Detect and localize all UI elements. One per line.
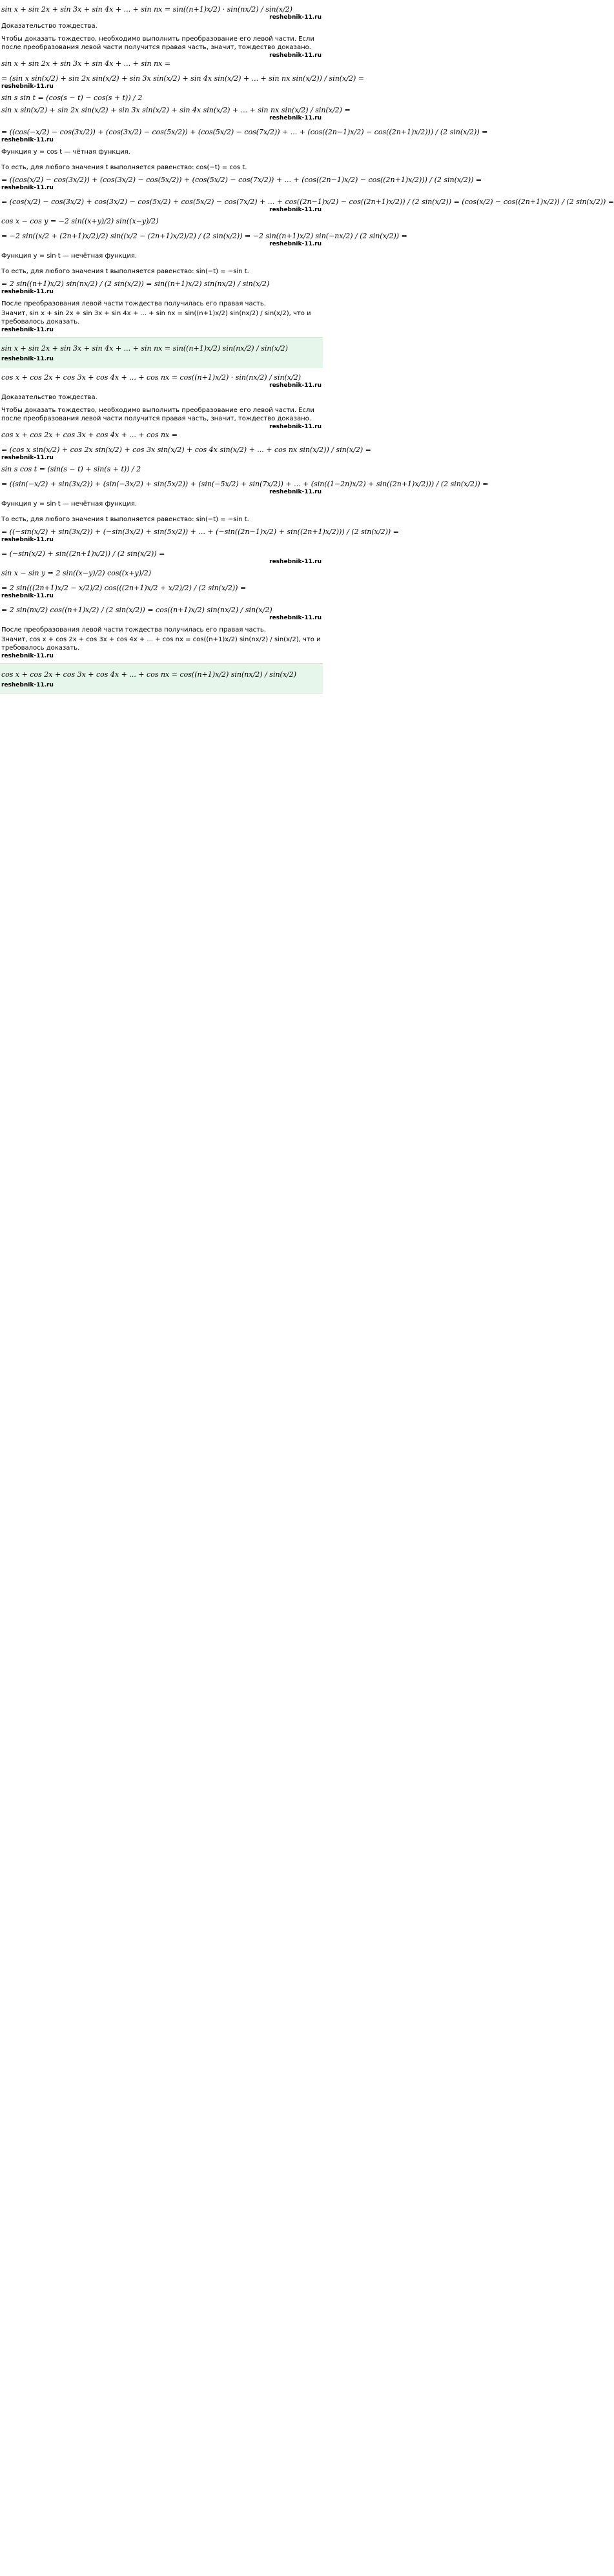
watermark: reshebnik-11.ru [269,489,322,495]
part2-odd-rule: То есть, для любого значения t выполняется равенство: sin(−t) = −sin t. [1,516,249,523]
part1-line-cos1: = ((cos(−x/2) − cos(3x/2)) + (cos(3x/2) − cos(5x/2)) + (cos(5x/2) − cos(7x/2)) + ... + (cos((2n−1)x/2) − cos((2n+1)x/2))) / (2 sin(x/2)) = [1,128,488,136]
part2-answer-box [0,663,323,694]
part1-line-lhs: sin x + sin 2x + sin 3x + sin 4x + ... + sin nx = [1,59,171,68]
part2-statement: cos x + cos 2x + cos 3x + cos 4x + ... + cos nx = cos((n+1)x/2) · sin(nx/2) / sin(x/2) [1,373,302,382]
part2-proof-title: Доказательство тождества. [1,394,97,401]
part2-line-lhs: cos x + cos 2x + cos 3x + cos 4x + ... + cos nx = [1,431,178,439]
watermark: reshebnik-11.ru [1,289,54,295]
part1-identity: sin s sin t = (cos(s − t) − cos(s + t)) / 2 [1,94,143,102]
part1-line-final2: = 2 sin((n+1)x/2) sin(nx/2) / (2 sin(x/2)) = sin((n+1)x/2) sin(nx/2) / sin(x/2) [1,280,270,288]
watermark: reshebnik-11.ru [1,356,54,362]
part1-line-cancel: = (cos(x/2) − cos(3x/2) + cos(3x/2) − cos(5x/2) + cos(5x/2) − cos(7x/2) + ... + cos((2n−1)x/2) − cos((2n+1)x/2)) / (2 sin(x/2)) = (cos(x/2) − cos((2n+1)x/2)) / (2 sin(x/2)) = [1,198,614,206]
part2-line-final2: = 2 sin(nx/2) cos((n+1)x/2) / (2 sin(x/2)) = cos((n+1)x/2) sin(nx/2) / sin(x/2) [1,606,272,614]
watermark: reshebnik-11.ru [1,185,54,191]
watermark: reshebnik-11.ru [269,382,322,389]
part2-identity: sin s cos t = (sin(s − t) + sin(s + t)) / 2 [1,465,141,473]
watermark: reshebnik-11.ru [1,83,54,90]
part1-answer: sin x + sin 2x + sin 3x + sin 4x + ... + sin nx = sin((n+1)x/2) sin(nx/2) / sin(x/2) [1,344,288,353]
part1-line-expand: = (sin x sin(x/2) + sin 2x sin(x/2) + sin 3x sin(x/2) + sin 4x sin(x/2) + ... + sin nx sin(x/2)) / sin(x/2) = [1,74,364,83]
part2-answer: cos x + cos 2x + cos 3x + cos 4x + ... + cos nx = cos((n+1)x/2) sin(nx/2) / sin(x/2) [1,670,297,679]
watermark: reshebnik-11.ru [269,14,322,21]
part2-line-sin2: = ((−sin(x/2) + sin(3x/2)) + (−sin(3x/2) + sin(5x/2)) + ... + (−sin((2n−1)x/2) + sin((2n+1)x/2))) / (2 sin(x/2)) = [1,528,399,536]
watermark: reshebnik-11.ru [269,241,322,247]
part2-odd-note: Функция y = sin t — нечётная функция. [1,500,138,508]
part1-conclusion: После преобразования левой части тождества получилась его правая часть. [1,300,266,307]
watermark: reshebnik-11.ru [269,615,322,621]
watermark: reshebnik-11.ru [269,52,322,59]
part1-section [0,0,614,367]
part2-line-expand: = (cos x sin(x/2) + cos 2x sin(x/2) + cos 3x sin(x/2) + cos 4x sin(x/2) + ... + cos nx sin(x/2)) / sin(x/2) = [1,446,371,454]
watermark: reshebnik-11.ru [1,682,54,688]
part1-intro: Чтобы доказать тождество, необходимо выполнить преобразование его левой части. Если после преобразования левой части получится правая часть, значит, тождество доказано. [1,36,314,51]
part1-even-note: Функция y = cos t — чётная функция. [1,149,130,156]
part2-line-final1: = 2 sin(((2n+1)x/2 − x/2)/2) cos(((2n+1)x/2 + x/2)/2) / (2 sin(x/2)) = [1,584,247,592]
watermark: reshebnik-11.ru [1,593,54,599]
watermark: reshebnik-11.ru [1,537,54,543]
watermark: reshebnik-11.ru [1,137,54,143]
part1-even-rule: То есть, для любого значения t выполняется равенство: cos(−t) = cos t. [1,164,247,171]
watermark: reshebnik-11.ru [269,115,322,121]
part1-proof-title: Доказательство тождества. [1,23,97,30]
watermark: reshebnik-11.ru [1,653,54,659]
part1-line-final1: = −2 sin((x/2 + (2n+1)x/2)/2) sin((x/2 − (2n+1)x/2)/2) / (2 sin(x/2)) = −2 sin((n+1)x/2) sin(−nx/2) / (2 sin(x/2)) = [1,232,407,240]
part1-identity2: cos x − cos y = −2 sin((x+y)/2) sin((x−y)/2) [1,217,159,225]
part2-intro: Чтобы доказать тождество, необходимо выполнить преобразование его левой части. Если после преобразования левой части получится правая часть, значит, тождество доказано. [1,407,314,422]
part1-statement: sin x + sin 2x + sin 3x + sin 4x + ... + sin nx = sin((n+1)x/2) · sin(nx/2) / sin(x/2) [1,5,292,14]
part1-odd-rule: То есть, для любого значения t выполняется равенство: sin(−t) = −sin t. [1,268,249,275]
part2-conclusion: После преобразования левой части тождества получилась его правая часть. [1,626,266,634]
part2-qed: Значит, cos x + cos 2x + cos 3x + cos 4x + ... + cos nx = cos((n+1)x/2) sin(nx/2) / sin(x/2), что и требовалось доказать. [1,636,321,652]
part2-line-sin1: = ((sin(−x/2) + sin(3x/2)) + (sin(−3x/2) + sin(5x/2)) + (sin(−5x/2) + sin(7x/2)) + ... + (sin((1−2n)x/2) + sin((2n+1)x/2))) / (2 sin(x/2)) = [1,480,489,488]
part2-identity2: sin x − sin y = 2 sin((x−y)/2) cos((x+y)/2) [1,569,152,577]
watermark: reshebnik-11.ru [269,207,322,213]
watermark: reshebnik-11.ru [1,327,54,333]
part1-odd-note: Функция y = sin t — нечётная функция. [1,252,138,260]
part2-section [0,373,489,694]
part1-line-sub: sin x sin(x/2) + sin 2x sin(x/2) + sin 3x sin(x/2) + sin 4x sin(x/2) + ... + sin nx sin(x/2) / sin(x/2) = [1,106,351,114]
part1-line-cos2: = ((cos(x/2) − cos(3x/2)) + (cos(3x/2) − cos(5x/2)) + (cos(5x/2) − cos(7x/2)) + ... + (cos((2n−1)x/2) − cos((2n+1)x/2))) / (2 sin(x/2)) = [1,176,482,184]
watermark: reshebnik-11.ru [269,424,322,430]
watermark: reshebnik-11.ru [1,455,54,461]
part1-answer-box [0,337,323,367]
part1-qed: Значит, sin x + sin 2x + sin 3x + sin 4x + ... + sin nx = sin((n+1)x/2) sin(nx/2) / sin(x/2), что и требовалось доказать. [1,310,311,325]
watermark: reshebnik-11.ru [269,559,322,565]
part2-line-cancel: = (−sin(x/2) + sin((2n+1)x/2)) / (2 sin(x/2)) = [1,550,165,558]
